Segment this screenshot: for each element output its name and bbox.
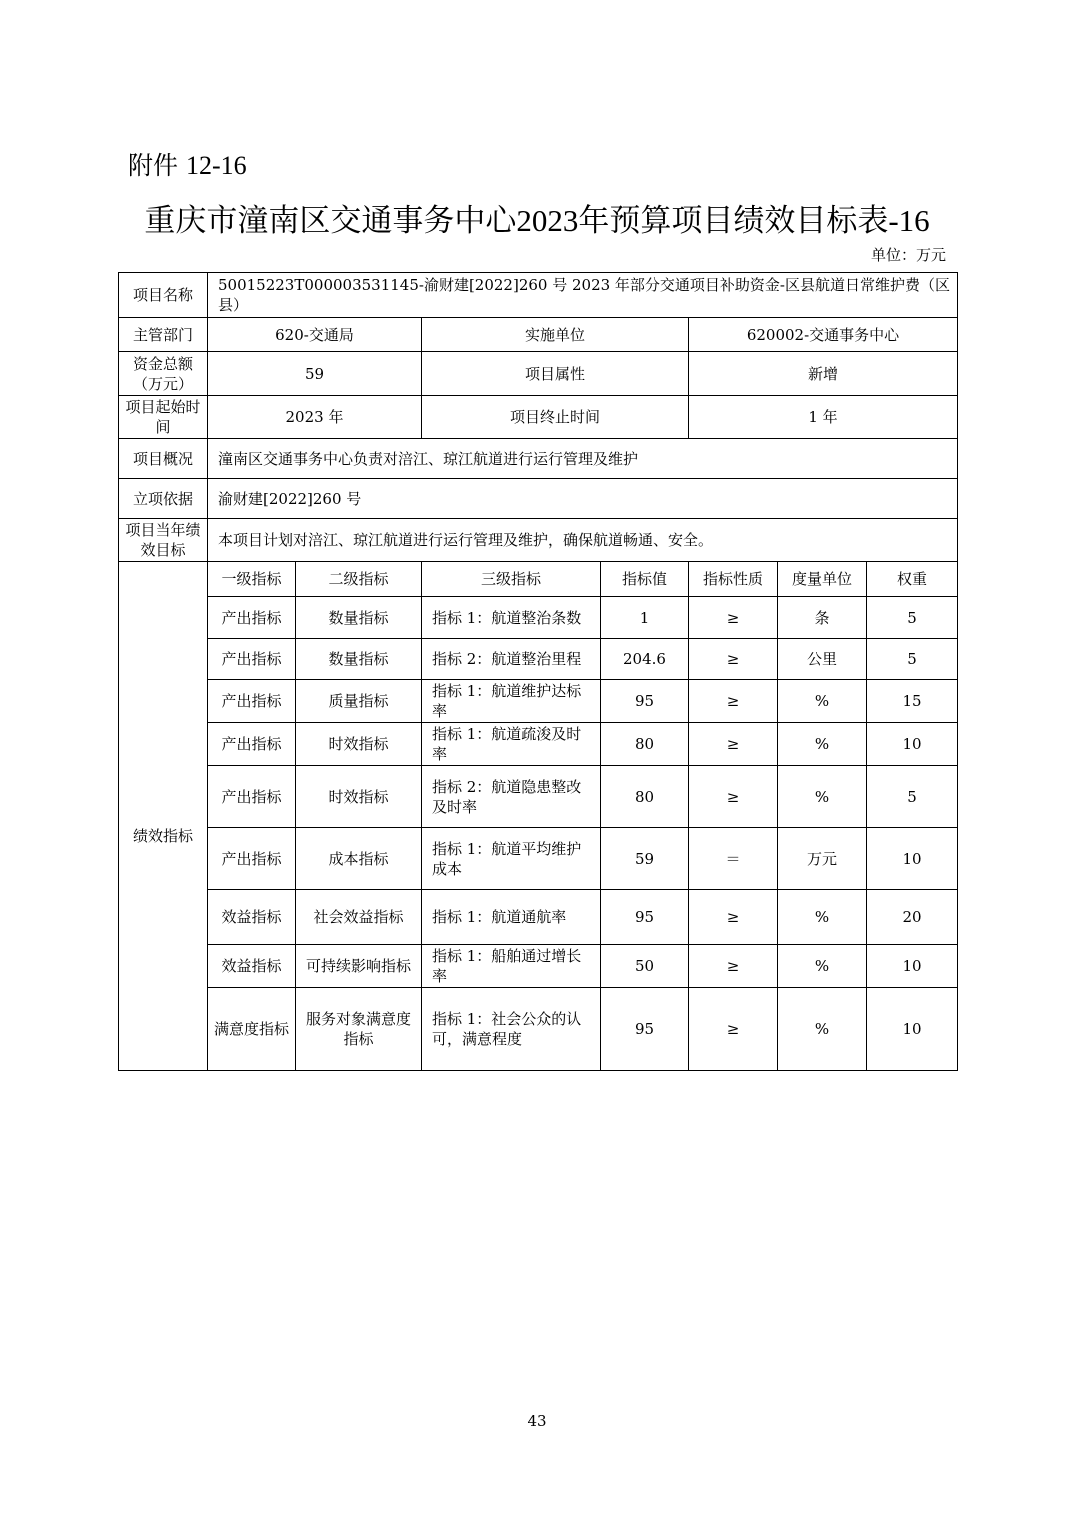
indicator-l2: 社会效益指标: [296, 890, 422, 945]
indicator-nature: ≥: [689, 639, 778, 680]
indicator-l1: 产出指标: [208, 723, 296, 766]
header-nature: 指标性质: [689, 562, 778, 597]
indicator-weight: 10: [867, 945, 958, 988]
page-number: 43: [527, 1412, 547, 1430]
indicator-l2: 质量指标: [296, 680, 422, 723]
basis-label: 立项依据: [119, 479, 208, 519]
indicator-nature: ≥: [689, 890, 778, 945]
goal-label: 项目当年绩效目标: [119, 519, 208, 562]
overview-value: 潼南区交通事务中心负责对涪江、琼江航道进行运行管理及维护: [208, 439, 958, 479]
indicator-weight: 5: [867, 766, 958, 828]
indicator-l2: 数量指标: [296, 597, 422, 639]
table-row: [119, 597, 958, 639]
indicator-l2: 时效指标: [296, 766, 422, 828]
attr-label: 项目属性: [422, 352, 689, 396]
indicator-nature: ≥: [689, 766, 778, 828]
fund-value: 59: [208, 352, 422, 396]
dept-label: 主管部门: [119, 318, 208, 352]
indicator-weight: 10: [867, 828, 958, 890]
title-year: 2023: [516, 203, 579, 238]
indicator-unit: %: [778, 945, 867, 988]
indicator-l3: 指标 1：航道维护达标率: [422, 680, 601, 723]
indicator-nature: ≥: [689, 945, 778, 988]
indicator-value: 95: [601, 988, 689, 1071]
title-part1: 重庆市潼南区交通事务中心: [144, 203, 517, 239]
project-name-label: 项目名称: [119, 273, 208, 318]
indicator-l1: 效益指标: [208, 945, 296, 988]
fund-label: 资金总额（万元）: [119, 352, 208, 396]
title-suffix: -16: [888, 203, 930, 238]
indicator-value: 1: [601, 597, 689, 639]
title-part2: 年预算项目绩效目标表: [578, 203, 889, 239]
indicator-unit: 万元: [778, 828, 867, 890]
indicator-unit: %: [778, 680, 867, 723]
indicator-value: 95: [601, 890, 689, 945]
indicator-l3: 指标 1：航道疏浚及时率: [422, 723, 601, 766]
indicator-l3: 指标 1：航道通航率: [422, 890, 601, 945]
overview-label: 项目概况: [119, 439, 208, 479]
table-row: [119, 766, 958, 828]
basis-value: 渝财建[2022]260 号: [208, 479, 958, 519]
indicator-value: 50: [601, 945, 689, 988]
performance-table: [118, 272, 958, 1071]
start-value: 2023 年: [208, 396, 422, 439]
unit-note: 单位：万元: [870, 246, 946, 264]
table-row: [119, 988, 958, 1071]
impl-value: 620002-交通事务中心: [689, 318, 958, 352]
indicator-unit: %: [778, 723, 867, 766]
indicator-unit: %: [778, 890, 867, 945]
table-row: [119, 828, 958, 890]
indicator-l2: 服务对象满意度指标: [296, 988, 422, 1071]
header-value: 指标值: [601, 562, 689, 597]
indicator-l2: 时效指标: [296, 723, 422, 766]
attr-value: 新增: [689, 352, 958, 396]
indicator-l1: 产出指标: [208, 828, 296, 890]
table-row: [119, 890, 958, 945]
indicator-l3: 指标 1：船舶通过增长率: [422, 945, 601, 988]
indicator-l1: 满意度指标: [208, 988, 296, 1071]
indicator-value: 95: [601, 680, 689, 723]
project-name-value: 50015223T000003531145-渝财建[2022]260 号 2023 年部分交通项目补助资金-区县航道日常维护费（区县）: [208, 273, 958, 318]
indicator-weight: 15: [867, 680, 958, 723]
start-label: 项目起始时间: [119, 396, 208, 439]
indicator-value: 80: [601, 766, 689, 828]
indicator-weight: 10: [867, 723, 958, 766]
indicator-l1: 效益指标: [208, 890, 296, 945]
indicator-l3: 指标 2：航道隐患整改及时率: [422, 766, 601, 828]
indicator-nature: ＝: [689, 828, 778, 890]
indicator-l3: 指标 1：航道平均维护成本: [422, 828, 601, 890]
goal-value: 本项目计划对涪江、琼江航道进行运行管理及维护，确保航道畅通、安全。: [208, 519, 958, 562]
indicator-unit: 公里: [778, 639, 867, 680]
table-row: [119, 723, 958, 766]
indicator-nature: ≥: [689, 723, 778, 766]
indicator-l1: 产出指标: [208, 766, 296, 828]
page-title: [0, 195, 1074, 240]
indicator-weight: 5: [867, 597, 958, 639]
indicator-weight: 10: [867, 988, 958, 1071]
table-row: [119, 945, 958, 988]
indicator-weight: 5: [867, 639, 958, 680]
dept-value: 620-交通局: [208, 318, 422, 352]
indicator-l2: 数量指标: [296, 639, 422, 680]
indicator-l3: 指标 1：社会公众的认可，满意程度: [422, 988, 601, 1071]
attachment-text: 附件: [128, 151, 179, 180]
indicator-value: 204.6: [601, 639, 689, 680]
indicator-l3: 指标 1：航道整治条数: [422, 597, 601, 639]
indicator-nature: ≥: [689, 597, 778, 639]
header-l3: 三级指标: [422, 562, 601, 597]
indicator-unit: %: [778, 766, 867, 828]
attachment-label: [128, 146, 247, 182]
indicator-nature: ≥: [689, 680, 778, 723]
indicator-nature: ≥: [689, 988, 778, 1071]
header-l2: 二级指标: [296, 562, 422, 597]
table-row: [119, 680, 958, 723]
indicator-unit: %: [778, 988, 867, 1071]
indicator-l2: 可持续影响指标: [296, 945, 422, 988]
attachment-number: 12-16: [185, 151, 247, 180]
indicator-value: 59: [601, 828, 689, 890]
indicator-l1: 产出指标: [208, 680, 296, 723]
indicator-l2: 成本指标: [296, 828, 422, 890]
impl-label: 实施单位: [422, 318, 689, 352]
header-l1: 一级指标: [208, 562, 296, 597]
indicator-l1: 产出指标: [208, 597, 296, 639]
indicator-value: 80: [601, 723, 689, 766]
header-weight: 权重: [867, 562, 958, 597]
indicator-l1: 产出指标: [208, 639, 296, 680]
end-label: 项目终止时间: [422, 396, 689, 439]
end-value: 1 年: [689, 396, 958, 439]
indicator-weight: 20: [867, 890, 958, 945]
header-unit: 度量单位: [778, 562, 867, 597]
indicator-unit: 条: [778, 597, 867, 639]
indicator-l3: 指标 2：航道整治里程: [422, 639, 601, 680]
perf-label: 绩效指标: [119, 562, 208, 1071]
table-row: [119, 639, 958, 680]
